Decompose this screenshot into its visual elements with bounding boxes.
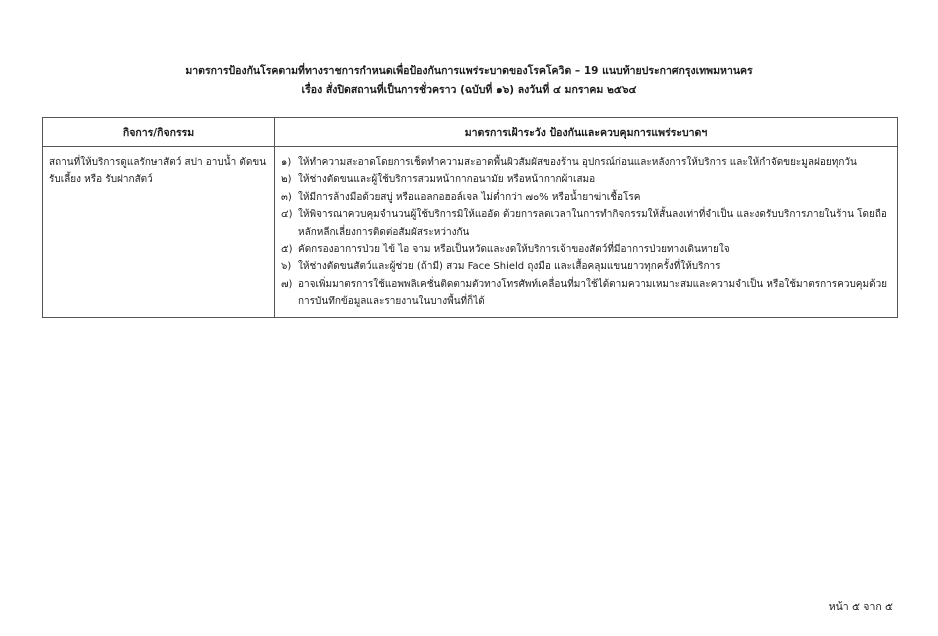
measures-table <box>42 117 898 318</box>
measure-number: ๖) <box>281 261 292 273</box>
measure-text: ให้ช่างตัดขนและผู้ใช้บริการสวมหน้ากากอนามัย หรือหน้ากากผ้าเสมอ <box>298 174 596 186</box>
table-header-row <box>43 118 898 147</box>
column-header-activity: กิจการ/กิจกรรม <box>43 118 275 147</box>
measure-text: คัดกรองอาการป่วย ไข้ ไอ จาม หรือเป็นหวัดและงดให้บริการเจ้าของสัตว์ที่มีอาการป่วยทางเดินหายใจ <box>298 244 730 256</box>
document-title-line-1: มาตรการป้องกันโรคตามที่ทางราชการกำหนดเพื่อป้องกันการแพร่ระบาดของโรคโควิด – 19 แนบท้ายประกาศกรุงเทพมหานคร <box>185 65 753 77</box>
measure-item <box>281 276 891 311</box>
measure-number: ๔) <box>281 209 293 221</box>
measure-text: ให้มีการล้างมือด้วยสบู่ หรือแอลกอฮอล์เจล ไม่ต่ำกว่า ๗๐% หรือน้ำยาฆ่าเชื้อโรค <box>298 191 641 203</box>
measure-item <box>281 154 891 171</box>
measure-number: ๒) <box>281 174 292 186</box>
activity-cell: สถานที่ให้บริการดูแลรักษาสัตว์ สปา อาบน้ำ ตัดขน รับเลี้ยง หรือ รับฝากสัตว์ <box>43 147 275 318</box>
measure-text: อาจเพิ่มมาตรการใช้แอพพลิเคชั่นติดตามตัวทางโทรศัพท์เคลื่อนที่มาใช้ได้ตามความเหมาะสมและความจำเป็น หรือใช้มาตรการควบคุมด้วยการบันทึกข้อมูลและรายงานในบางพื้นที่ก็ได้ <box>298 278 888 308</box>
measure-item <box>281 258 891 275</box>
measure-text: ให้ทำความสะอาดโดยการเช็ดทำความสะอาดพื้นผิวสัมผัสของร้าน อุปกรณ์ก่อนและหลังการให้บริการ และให้กำจัดขยะมูลฝอยทุกวัน <box>298 157 857 168</box>
measure-number: ๓) <box>281 191 292 203</box>
measure-text: ให้พิจารณาควบคุมจำนวนผู้ใช้บริการมิให้แออัด ด้วยการลดเวลาในการทำกิจกรรมให้สั้นลงเท่าที่จำเป็น และงดรับบริการภายในร้าน โดยถือหลักหลีกเลี่ยงการติดต่อสัมผัสระหว่างกัน <box>298 209 887 238</box>
document-title-line-2: เรื่อง สั่งปิดสถานที่เป็นการชั่วคราว (ฉบับที่ ๑๖) ลงวันที่ ๔ มกราคม ๒๕๖๔ <box>301 84 637 96</box>
measure-item <box>281 241 891 258</box>
measures-cell <box>275 147 898 318</box>
measure-number: ๗) <box>281 278 293 290</box>
document-header <box>0 62 938 100</box>
column-header-measures: มาตรการเฝ้าระวัง ป้องกันและควบคุมการแพร่ระบาดฯ <box>275 118 898 147</box>
page-number: หน้า ๕ จาก ๕ <box>828 601 893 613</box>
measure-item <box>281 189 891 206</box>
measure-item <box>281 171 891 188</box>
table-row <box>43 147 898 318</box>
measure-number: ๑) <box>281 157 292 168</box>
measure-number: ๕) <box>281 244 293 256</box>
measure-text: ให้ช่างตัดขนสัตว์และผู้ช่วย (ถ้ามี) สวม Face Shield ถุงมือ และเสื้อคลุมแขนยาวทุกครั้งที่ให้บริการ <box>298 261 721 273</box>
measure-item <box>281 206 891 241</box>
